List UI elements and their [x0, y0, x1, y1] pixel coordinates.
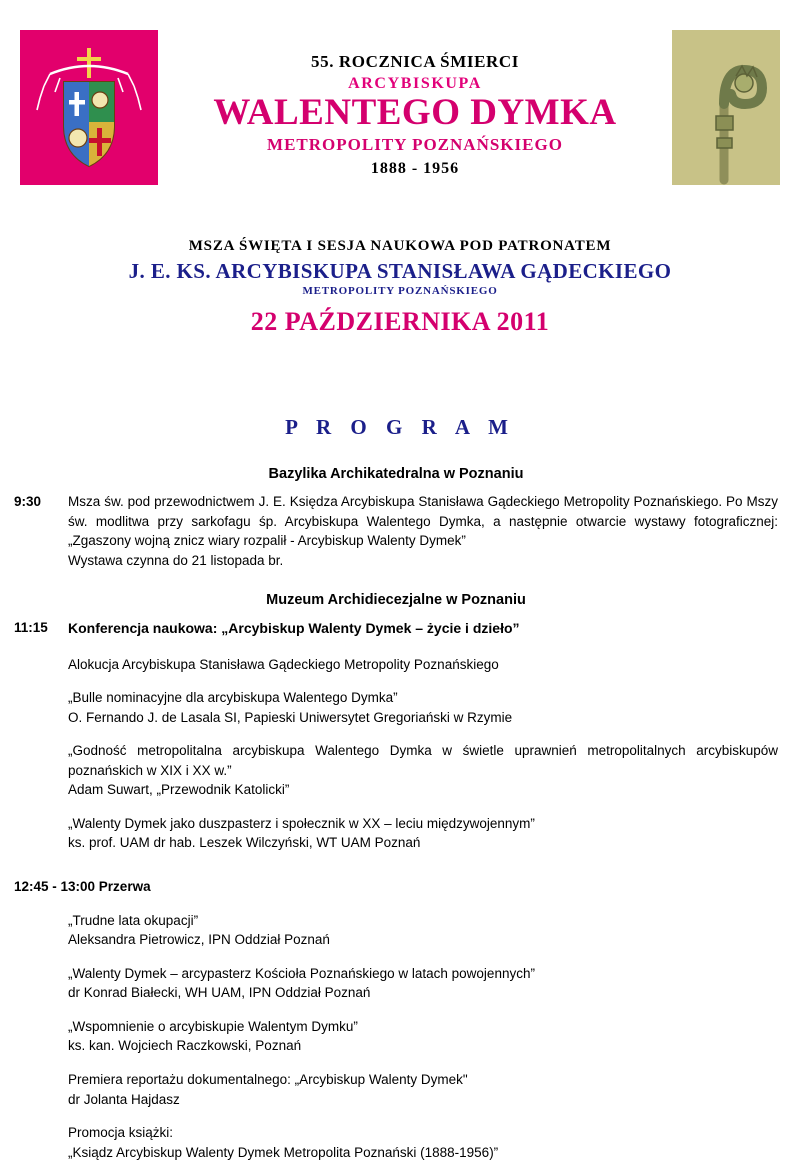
program-entry-mass	[14, 492, 778, 570]
list-item	[68, 741, 778, 800]
patron-title: METROPOLITY POZNAŃSKIEGO	[302, 285, 498, 297]
archbishop-label: ARCYBISKUPA	[348, 75, 482, 92]
venue-museum: Muzeum Archidiecezjalne w Poznaniu	[266, 592, 526, 609]
item-author: dr Jolanta Hajdasz	[68, 1091, 180, 1107]
crosier-graphic	[672, 30, 780, 185]
header-text-block	[170, 52, 660, 178]
item-author: „Ksiądz Arcybiskup Walenty Dymek Metropolita Poznański (1888-1956)”	[68, 1144, 499, 1160]
anniversary-line: 55. ROCZNICA ŚMIERCI	[311, 52, 519, 71]
entry-text-secondary: Wystawa czynna do 21 listopada br.	[68, 552, 284, 568]
entry-time: 9:30	[14, 494, 42, 509]
entry-heading: Konferencja naukowa: „Arcybiskup Walenty Dymek – życie i dzieło”	[68, 620, 520, 637]
item-author: O. Fernando J. de Lasala SI, Papieski Uniwersytet Gregoriański w Rzymie	[68, 709, 513, 725]
coat-of-arms-graphic	[20, 30, 158, 185]
item-title: „Bulle nominacyjne dla arcybiskupa Walentego Dymka”	[68, 690, 398, 706]
life-years: 1888 - 1956	[370, 159, 460, 177]
item-author: dr Konrad Białecki, WH UAM, IPN Oddział Poznań	[68, 985, 371, 1001]
break-row	[14, 877, 778, 897]
entry-time: 11:15	[14, 620, 48, 636]
item-title: „Godność metropolitalna arcybiskupa Walentego Dymka w świetle uprawnień metropolitalnych arcybiskupów poznańskich w XIX i XX w.”	[68, 743, 778, 778]
item-title: Alokucja Arcybiskupa Stanisława Gądeckiego Metropolity Poznańskiego	[68, 656, 499, 672]
event-date: 22 PAŹDZIERNIKA 2011	[250, 307, 550, 336]
document-header	[0, 0, 800, 190]
program-content	[0, 466, 800, 1162]
item-title: Promocja książki:	[68, 1125, 174, 1141]
list-item	[68, 1123, 778, 1162]
entry-text: Msza św. pod przewodnictwem J. E. Księdza Arcybiskupa Stanisława Gądeckiego Metropolity Poznańskiego. Po Mszy św. modlitwa przy sarkofagu śp. Arcybiskupa Walentego Dymka, a następnie otwarcie wystawy fotograficznej: „Zgaszony wojną znicz wiary rozpalił - Arcybiskup Walenty Dymek”	[68, 494, 778, 549]
list-item	[68, 964, 778, 1003]
item-title: „Wspomnienie o arcybiskupie Walentym Dymku”	[68, 1018, 358, 1034]
list-item	[68, 814, 778, 853]
program-entry-conference	[14, 618, 778, 638]
list-item	[68, 688, 778, 727]
program-title: P R O G R A M	[285, 415, 515, 439]
item-title: Premiera reportażu dokumentalnego: „Arcybiskup Walenty Dymek"	[68, 1071, 468, 1087]
list-item	[68, 1017, 778, 1056]
entry-description	[68, 492, 778, 570]
patron-name: J. E. KS. ARCYBISKUPA STANISŁAWA GĄDECKIEGO	[128, 259, 672, 283]
list-item	[68, 655, 778, 675]
list-item	[68, 911, 778, 950]
item-author: ks. kan. Wojciech Raczkowski, Poznań	[68, 1038, 302, 1054]
item-author: Adam Suwart, „Przewodnik Katolicki”	[68, 782, 290, 798]
venue-basilica: Bazylika Archikatedralna w Poznaniu	[268, 466, 524, 482]
item-title: „Walenty Dymek – arcypasterz Kościoła Poznańskiego w latach powojennych”	[68, 965, 535, 981]
break-label: 12:45 - 13:00 Przerwa	[14, 879, 151, 895]
coat-of-arms-image	[20, 30, 158, 185]
item-title: „Trudne lata okupacji”	[68, 912, 199, 928]
metropolity-label: METROPOLITY POZNAŃSKIEGO	[267, 134, 563, 154]
item-author: Aleksandra Pietrowicz, IPN Oddział Poznań	[68, 932, 330, 948]
patronage-line: MSZA ŚWIĘTA I SESJA NAUKOWA POD PATRONATEM	[188, 238, 612, 254]
item-title: „Walenty Dymek jako duszpasterz i społecznik w XX – leciu międzywojennym”	[68, 815, 535, 831]
list-item	[68, 1070, 778, 1109]
event-subheader	[0, 238, 800, 337]
archbishop-name: WALENTEGO DYMKA	[213, 92, 617, 133]
item-author: ks. prof. UAM dr hab. Leszek Wilczyński, WT UAM Poznań	[68, 835, 421, 851]
crosier-image	[672, 30, 780, 185]
